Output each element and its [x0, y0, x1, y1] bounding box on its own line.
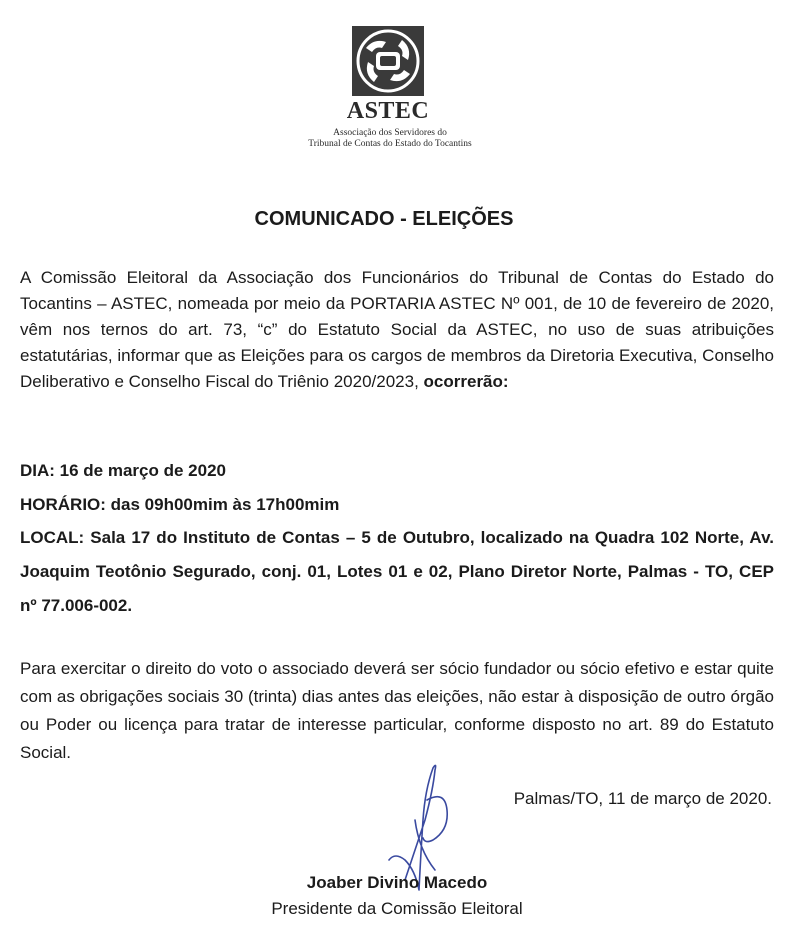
signer-role: Presidente da Comissão Eleitoral: [271, 899, 523, 918]
detail-horario: HORÁRIO: das 09h00mim às 17h00mim: [20, 495, 340, 514]
org-name: ASTEC: [346, 98, 430, 124]
org-subtitle-line-1: Associação dos Servidores do: [333, 128, 447, 138]
intro-text: A Comissão Eleitoral da Associação dos Funcionários do Tribunal de Contas do Estado do Tocantins – ASTEC, nomeada por meio da PORTARIA ASTEC Nº 001, de 10 de fevereiro de 2020, vêm nos ternos do art. 73, “c” do Estatuto Social da ASTEC, no uso de suas atribuições estatutárias, informar que as Eleições para os cargos de membros da Diretoria Executiva, Conselho Deliberativo e Conselho Fiscal do Triênio 2020/2023,: [20, 268, 774, 391]
intro-paragraph: [20, 265, 774, 395]
detail-dia: DIA: 16 de março de 2020: [20, 461, 226, 480]
voting-rules-paragraph: Para exercitar o direito do voto o associado deverá ser sócio fundador ou sócio efetivo e estar quite com as obrigações sociais 30 (trinta) dias antes das eleições, não estar à disposição de outro órgão ou Poder ou licença para tratar de interesse particular, conforme disposto no art. 89 do Estatuto Social.: [20, 659, 774, 762]
org-subtitle-line-2: Tribunal de Contas do Estado do Tocantins: [308, 139, 472, 149]
signer-name: Joaber Divino Macedo: [306, 873, 488, 892]
org-subtitle: [270, 128, 510, 150]
detail-local: LOCAL: Sala 17 do Instituto de Contas – 5 de Outubro, localizado na Quadra 102 Norte, Av. Joaquim Teotônio Segurado, conj. 01, Lotes 01 e 02, Plano Diretor Norte, Palmas - TO, CEP nº 77.006-002.: [20, 528, 774, 615]
dateline: Palmas/TO, 11 de março de 2020.: [513, 789, 772, 808]
intro-bold-end: ocorrerão:: [423, 372, 509, 391]
astec-logo-icon: [352, 26, 424, 96]
document-title: COMUNICADO - ELEIÇÕES: [254, 208, 514, 230]
